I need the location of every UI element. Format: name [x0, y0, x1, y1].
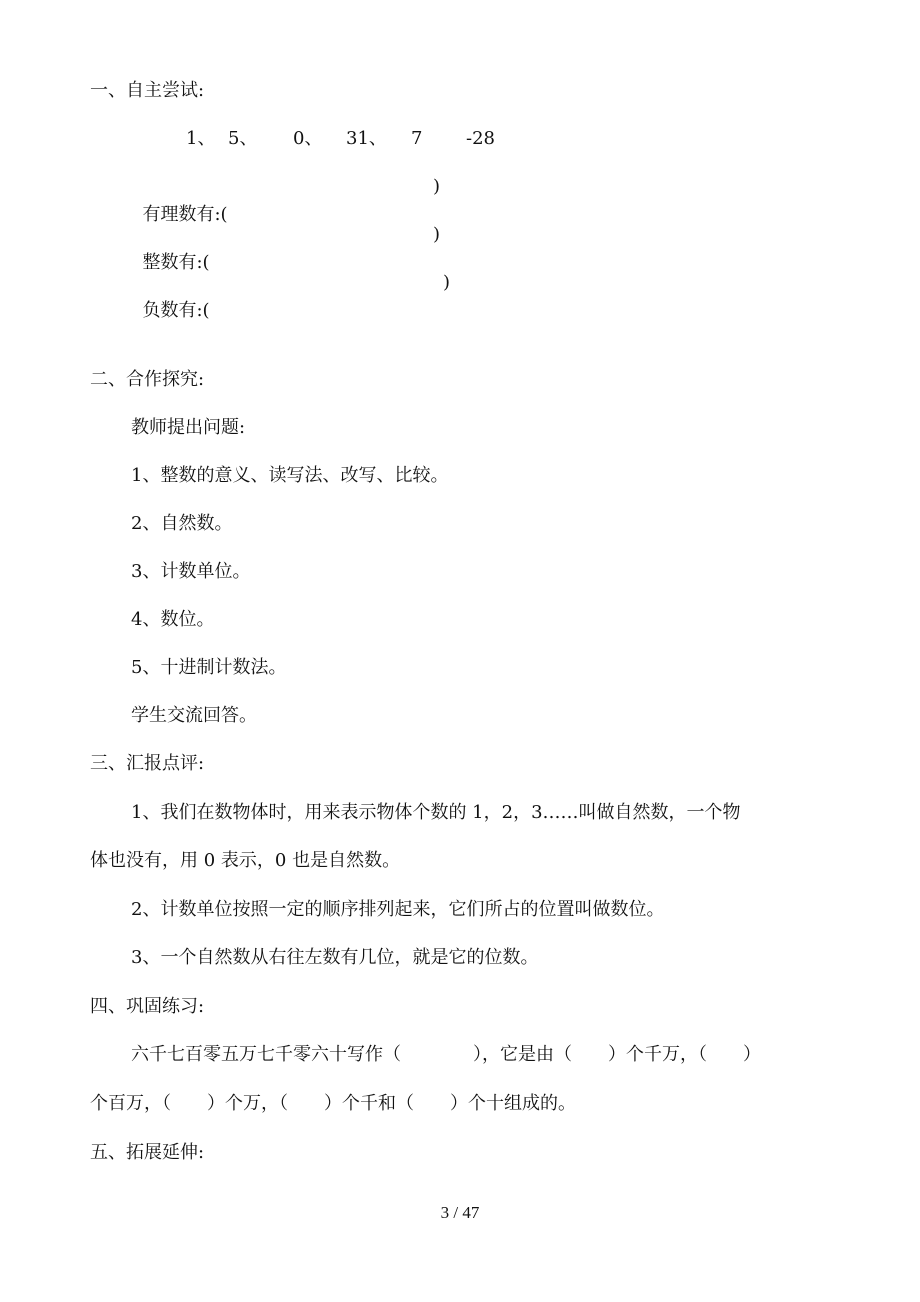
number-item: 1、	[186, 128, 216, 149]
section3-heading: 三、汇报点评:	[90, 753, 205, 774]
negative-close-paren: )	[443, 272, 451, 293]
negative-label: 负数有:(	[142, 300, 210, 321]
number-item: 0、	[293, 128, 323, 149]
page-number: 3 / 47	[440, 1203, 480, 1222]
paragraph-natural-numbers: 1、我们在数物体时，用来表示物体个数的 1，2，3……叫做自然数，一个物	[131, 802, 741, 823]
section2-intro: 教师提出问题:	[131, 417, 246, 438]
number-list	[0, 125, 920, 153]
paragraph-digit-count: 3、一个自然数从右往左数有几位，就是它的位数。	[131, 947, 539, 968]
list-item: 2、自然数。	[131, 513, 233, 534]
number-item: 31、	[346, 128, 387, 149]
number-item: 5、	[228, 128, 258, 149]
list-item: 1、整数的意义、读写法、改写、比较。	[131, 465, 449, 486]
rational-label: 有理数有:(	[142, 204, 228, 225]
list-item: 5、十进制计数法。	[131, 657, 287, 678]
integer-label: 整数有:(	[142, 252, 210, 273]
number-item: 7	[411, 128, 423, 149]
section2-answer: 学生交流回答。	[131, 705, 257, 726]
section2-heading: 二、合作探究:	[90, 369, 205, 390]
integer-close-paren: )	[433, 224, 441, 245]
section1-heading: 一、自主尝试:	[90, 80, 205, 101]
negative-question	[131, 269, 531, 353]
list-item: 4、数位。	[131, 609, 215, 630]
rational-close-paren: )	[433, 176, 441, 197]
list-item: 3、计数单位。	[131, 561, 251, 582]
exercise-line: 六千七百零五万七千零六十写作（ ），它是由（ ）个千万，（ ）	[131, 1044, 761, 1065]
number-item: -28	[466, 128, 495, 149]
exercise-line-cont: 个百万，（ ）个万，（ ）个千和（ ）个十组成的。	[90, 1093, 576, 1114]
section4-heading: 四、巩固练习:	[90, 996, 205, 1017]
section5-heading: 五、拓展延伸:	[90, 1142, 205, 1163]
paragraph-natural-numbers-cont: 体也没有，用 0 表示，0 也是自然数。	[90, 850, 401, 871]
paragraph-digit-places: 2、计数单位按照一定的顺序排列起来，它们所占的位置叫做数位。	[131, 899, 665, 920]
